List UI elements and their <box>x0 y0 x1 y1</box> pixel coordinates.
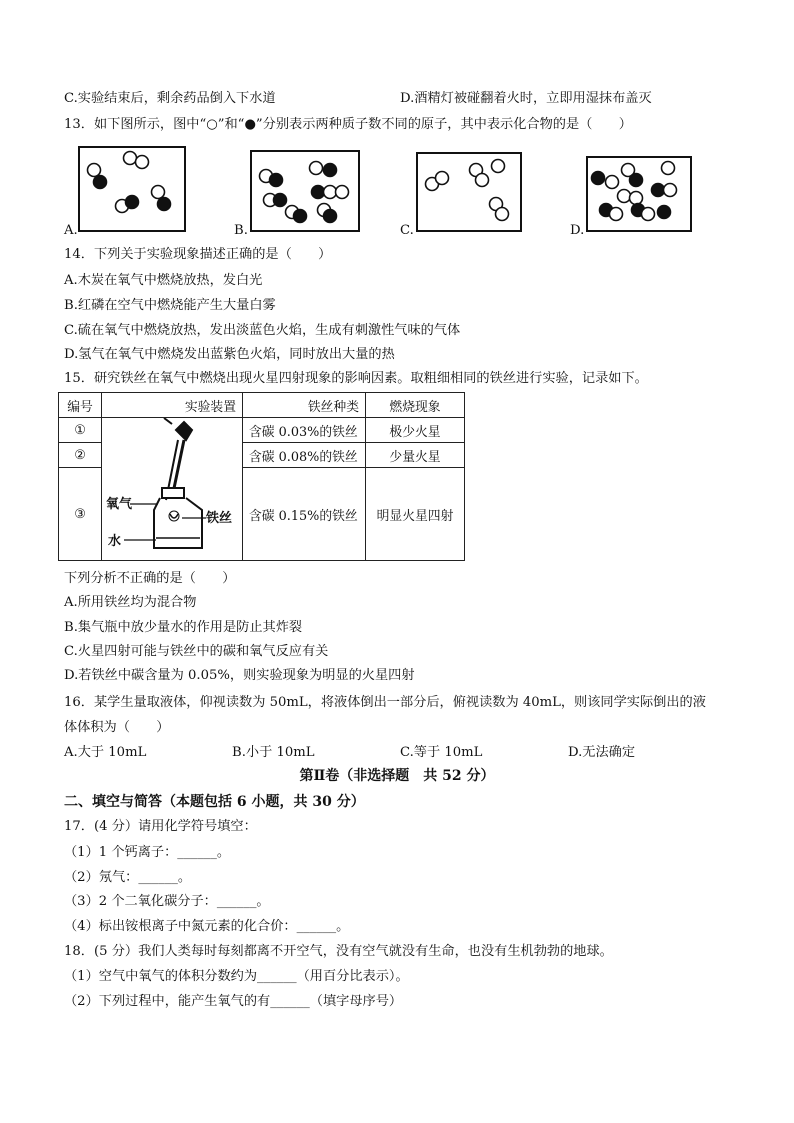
label-water: 水 <box>108 534 122 549</box>
q17-item-4: （4）标出铵根离子中氮元素的化合价：______。 <box>64 919 350 934</box>
q13-atoms-a <box>80 148 184 230</box>
q13-label-c: C. <box>400 223 414 238</box>
q16-option-d: D.无法确定 <box>568 745 636 760</box>
q13-diagram-d <box>586 156 692 232</box>
q13-diagram-b <box>250 150 360 232</box>
table-row <box>59 418 465 443</box>
section-title: 二、填空与简答（本题包括 6 小题，共 30 分） <box>64 794 365 810</box>
row-result: 明显火星四射 <box>366 468 465 561</box>
q13-label-b: B. <box>234 223 248 238</box>
header-result: 燃烧现象 <box>366 393 465 418</box>
header-wire-type: 铁丝种类 <box>243 393 366 418</box>
q14-stem: 14．下列关于实验现象描述正确的是（ ） <box>64 247 332 262</box>
q15-results-table <box>58 392 465 561</box>
q15-sub-stem: 下列分析不正确的是（ ） <box>64 571 236 586</box>
q17-stem: 17．(4 分）请用化学符号填空： <box>64 819 257 834</box>
row-wire-type: 含碳 0.03%的铁丝 <box>243 418 366 443</box>
q14-option-b: B.红磷在空气中燃烧能产生大量白雾 <box>64 298 276 313</box>
q15-option-b: B.集气瓶中放少量水的作用是防止其炸裂 <box>64 620 303 635</box>
q18-stem: 18．(5 分）我们人类每时每刻都离不开空气，没有空气就没有生命，也没有生机勃勃的地球。 <box>64 944 613 959</box>
q13-label-d: D. <box>570 223 585 238</box>
q15-option-c: C.火星四射可能与铁丝中的碳和氧气反应有关 <box>64 644 329 659</box>
q18-item-2: （2）下列过程中，能产生氧气的有______（填字母序号） <box>64 994 403 1009</box>
q15-stem: 15．研究铁丝在氧气中燃烧出现火星四射现象的影响因素。取粗细相同的铁丝进行实验，记录如下。 <box>64 371 648 386</box>
header-id: 编号 <box>59 393 102 418</box>
q13-atoms-b <box>252 152 358 230</box>
apparatus-cell <box>102 418 243 561</box>
label-iron-wire: 铁丝 <box>206 511 233 526</box>
q14-option-c: C.硫在氧气中燃烧放热，发出淡蓝色火焰，生成有刺激性气味的气体 <box>64 323 461 338</box>
part2-title: 第Ⅱ卷（非选择题 共 52 分） <box>299 768 495 784</box>
q13-diagram-a <box>78 146 186 232</box>
q12-option-c: C.实验结束后，剩余药品倒入下水道 <box>64 91 276 106</box>
header-apparatus: 实验装置 <box>102 393 243 418</box>
q13-atoms-c <box>418 154 520 230</box>
q16-option-b: B.小于 10mL <box>232 745 315 760</box>
row-id: ② <box>59 443 102 468</box>
q15-option-a: A.所用铁丝均为混合物 <box>64 595 197 610</box>
q17-item-1: （1）1 个钙离子：______。 <box>64 845 231 860</box>
q13-stem: 13．如下图所示，图中“○”和“●”分别表示两种质子数不同的原子，其中表示化合物的是（ ） <box>64 117 632 132</box>
q13-atoms-d <box>588 158 690 230</box>
row-wire-type: 含碳 0.15%的铁丝 <box>243 468 366 561</box>
row-result: 少量火星 <box>366 443 465 468</box>
q13-label-a: A. <box>64 223 78 238</box>
row-id: ① <box>59 418 102 443</box>
q16-option-a: A.大于 10mL <box>64 745 147 760</box>
q17-item-2: （2）氖气：______。 <box>64 870 192 885</box>
row-result: 极少火星 <box>366 418 465 443</box>
q16-stem-line2: 体体积为（ ） <box>64 720 170 735</box>
q14-option-d: D.氢气在氧气中燃烧发出蓝紫色火焰，同时放出大量的热 <box>64 347 395 362</box>
row-id: ③ <box>59 468 102 561</box>
row-wire-type: 含碳 0.08%的铁丝 <box>243 443 366 468</box>
q17-item-3: （3）2 个二氧化碳分子：______。 <box>64 894 270 909</box>
q12-option-d: D.酒精灯被碰翻着火时，立即用湿抹布盖灭 <box>400 91 652 106</box>
label-oxygen: 氧气 <box>106 497 133 512</box>
q15-option-d: D.若铁丝中碳含量为 0.05%，则实验现象为明显的火星四射 <box>64 668 415 683</box>
table-header-row <box>59 393 465 418</box>
q13-diagram-c <box>416 152 522 232</box>
q16-option-c: C.等于 10mL <box>400 745 483 760</box>
q16-stem-line1: 16．某学生量取液体，仰视读数为 50mL，将液体倒出一部分后，俯视读数为 40mL，则该同学实际倒出的液 <box>64 695 706 710</box>
apparatus-diagram <box>102 418 242 556</box>
q14-option-a: A.木炭在氧气中燃烧放热，发白光 <box>64 273 263 288</box>
q18-item-1: （1）空气中氧气的体积分数约为______（用百分比表示）。 <box>64 969 409 984</box>
